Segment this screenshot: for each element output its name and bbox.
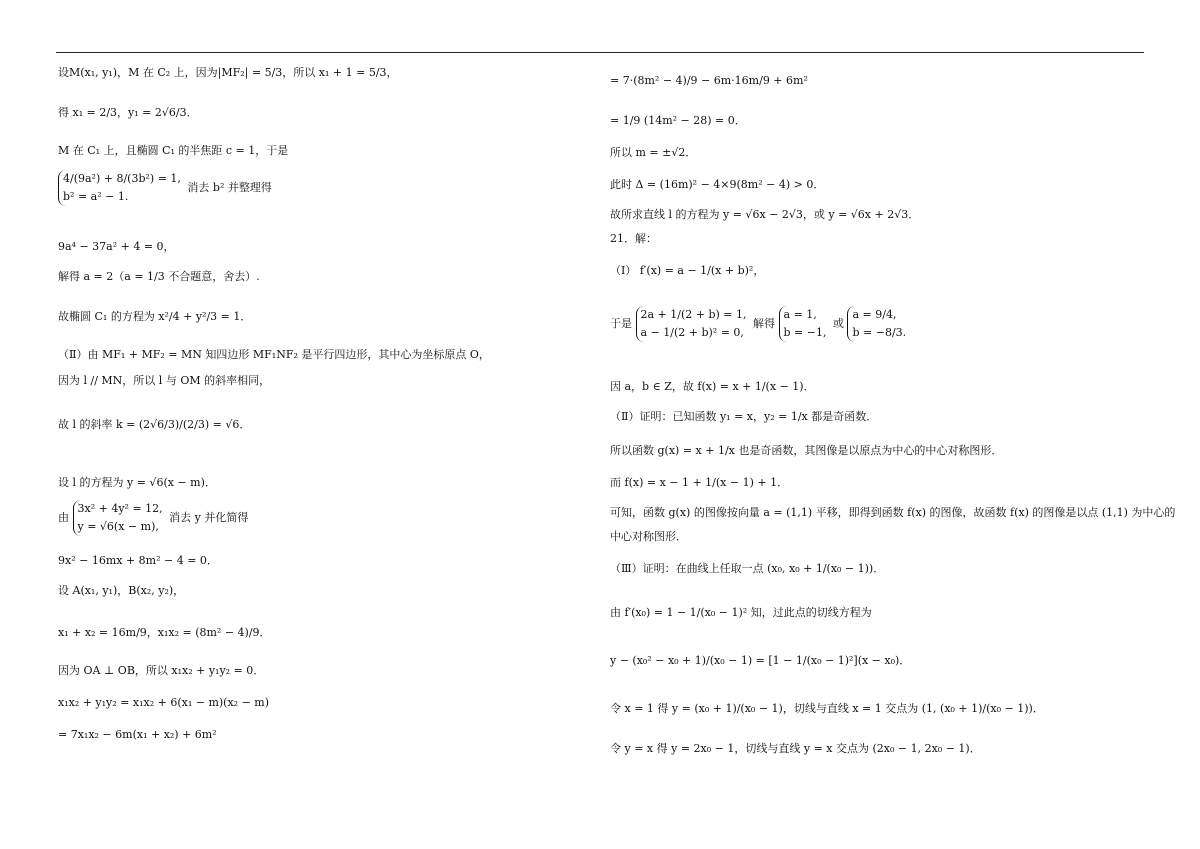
line-l18: = 7x₁x₂ − 6m(x₁ + x₂) + 6m² bbox=[58, 728, 217, 741]
system3-eq-2: a − 1/(2 + b)² = 0, bbox=[640, 326, 744, 339]
system-eq-1: 4/(9a²) + 8/(3b²) = 1, bbox=[63, 172, 181, 185]
header-rule bbox=[56, 52, 1144, 53]
line-r8: 于是 2a + 1/(2 + b) = 1, a − 1/(2 + b)² = 0, 解得 a = 1, b = −1, 或 a = 9/4, b = −8/3. bbox=[610, 306, 909, 342]
line-l14: 设 A(x₁, y₁)，B(x₂, y₂)， bbox=[58, 584, 185, 597]
line-l15: x₁ + x₂ = 16m/9，x₁x₂ = (8m² − 4)/9． bbox=[58, 626, 271, 639]
system2-note: 消去 y 并化简得 bbox=[169, 511, 249, 524]
line-r13: 可知，函数 g(x) 的图像按向量 a = (1,1) 平移，即得到函数 f(x) 的图像，故函数 f(x) 的图像是以点 (1,1) 为中心的 bbox=[610, 506, 1176, 519]
line-l9: 因为 l // MN，所以 l 与 OM 的斜率相同， bbox=[58, 374, 271, 387]
system-note: 消去 b² 并整理得 bbox=[187, 181, 272, 194]
solution1-brace: a = 1, b = −1, bbox=[779, 306, 827, 342]
line-l11: 设 l 的方程为 y = √6(x − m)． bbox=[58, 476, 216, 489]
line-l2: 得 x₁ = 2/3，y₁ = 2√6/3． bbox=[58, 106, 198, 119]
line-r3: 所以 m = ±√2． bbox=[610, 146, 697, 159]
line-r2: = 1/9 (14m² − 28) = 0． bbox=[610, 114, 746, 127]
line-r7: （Ⅰ） f′(x) = a − 1/(x + b)²， bbox=[610, 264, 765, 277]
line-r14: 中心对称图形． bbox=[610, 530, 687, 543]
system3-eq-1: 2a + 1/(2 + b) = 1, bbox=[640, 308, 747, 321]
system2-eq-1: 3x² + 4y² = 12, bbox=[77, 502, 163, 515]
line-l13: 9x² − 16mx + 8m² − 4 = 0． bbox=[58, 554, 218, 567]
line-r19: 令 y = x 得 y = 2x₀ − 1，切线与直线 y = x 交点为 (2x₀ − 1, 2x₀ − 1)． bbox=[610, 742, 981, 755]
solution2-brace: a = 9/4, b = −8/3. bbox=[847, 306, 906, 342]
line-r5: 故所求直线 l 的方程为 y = √6x − 2√3，或 y = √6x + 2√3． bbox=[610, 208, 920, 221]
line-l4 bbox=[58, 170, 272, 206]
system3-brace bbox=[636, 306, 747, 342]
line-r1: = 7·(8m² − 4)/9 − 6m·16m/9 + 6m² bbox=[610, 74, 808, 87]
line-l17: x₁x₂ + y₁y₂ = x₁x₂ + 6(x₁ − m)(x₂ − m) bbox=[58, 696, 270, 709]
line-r10: （Ⅱ）证明：已知函数 y₁ = x，y₂ = 1/x 都是奇函数． bbox=[610, 410, 878, 423]
system-brace-2 bbox=[73, 500, 163, 536]
line-r18: 令 x = 1 得 y = (x₀ + 1)/(x₀ − 1)，切线与直线 x = 1 交点为 (1, (x₀ + 1)/(x₀ − 1))． bbox=[610, 702, 1044, 715]
line-l3: M 在 C₁ 上，且椭圆 C₁ 的半焦距 c = 1，于是 bbox=[58, 144, 289, 157]
line-r6: 21．解： bbox=[610, 232, 657, 245]
system2-eq-2: y = √6(x − m), bbox=[77, 520, 159, 533]
line-r17: y − (x₀² − x₀ + 1)/(x₀ − 1) = [1 − 1/(x₀ − 1)²](x − x₀)． bbox=[610, 654, 911, 667]
line-l5: 9a⁴ − 37a² + 4 = 0， bbox=[58, 240, 175, 253]
line-l8: （Ⅱ）由 MF₁ + MF₂ = MN 知四边形 MF₁NF₂ 是平行四边形，其中心为坐标原点 O， bbox=[58, 348, 490, 361]
line-r15: （Ⅲ）证明：在曲线上任取一点 (x₀, x₀ + 1/(x₀ − 1))． bbox=[610, 562, 885, 575]
line-l12: 由 3x² + 4y² = 12, y = √6(x − m), 消去 y 并化简得 bbox=[58, 500, 248, 536]
line-r9: 因 a，b ∈ Z，故 f(x) = x + 1/(x − 1)． bbox=[610, 380, 815, 393]
line-l1: 设M(x₁, y₁)，M 在 C₂ 上，因为|MF₂| = 5/3，所以 x₁ + 1 = 5/3， bbox=[58, 66, 398, 79]
system-brace bbox=[58, 170, 181, 206]
line-l16: 因为 OA ⊥ OB，所以 x₁x₂ + y₁y₂ = 0． bbox=[58, 664, 265, 677]
line-r4: 此时 Δ = (16m)² − 4×9(8m² − 4) > 0． bbox=[610, 178, 825, 191]
line-l10: 故 l 的斜率 k = (2√6/3)/(2/3) = √6． bbox=[58, 418, 251, 431]
line-l7: 故椭圆 C₁ 的方程为 x²/4 + y²/3 = 1． bbox=[58, 310, 252, 323]
line-r11: 所以函数 g(x) = x + 1/x 也是奇函数，其图像是以原点为中心的中心对称图形． bbox=[610, 444, 1003, 457]
line-r12: 而 f(x) = x − 1 + 1/(x − 1) + 1． bbox=[610, 476, 789, 489]
line-l6: 解得 a = 2（a = 1/3 不合题意，舍去）. bbox=[58, 270, 260, 283]
system-eq-2: b² = a² − 1. bbox=[63, 190, 129, 203]
line-r16: 由 f′(x₀) = 1 − 1/(x₀ − 1)² 知，过此点的切线方程为 bbox=[610, 606, 872, 619]
